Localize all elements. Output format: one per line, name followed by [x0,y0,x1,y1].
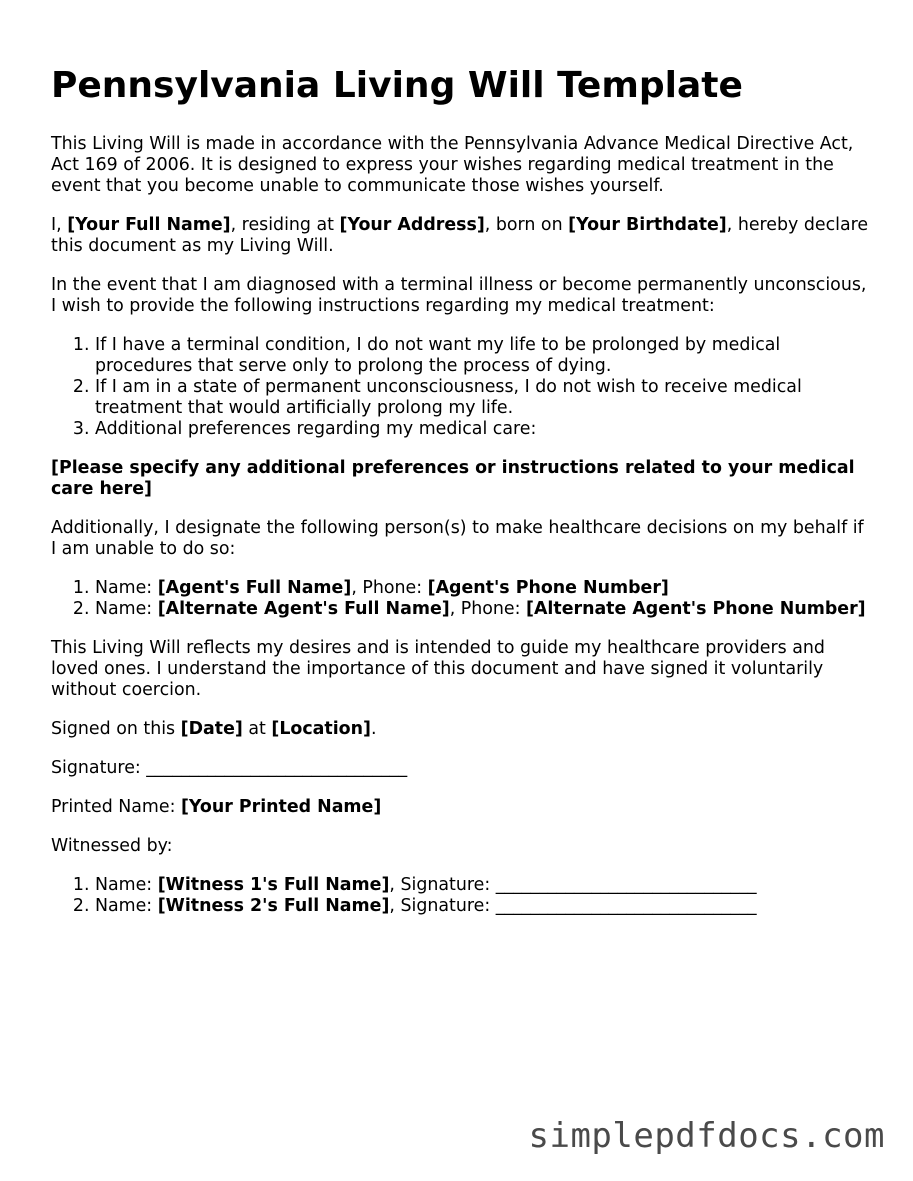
witnessed-by-heading: Witnessed by: [51,836,173,856]
agent-name-label: Name: [95,599,158,619]
printed-name-placeholder: [Your Printed Name] [180,797,382,817]
printed-name-line [51,797,871,818]
witness-signature-blank[interactable]: ______________________________ [495,896,757,916]
document-title: Pennsylvania Living Will Template [51,65,743,106]
footer-watermark: simplepdfdocs.com [528,1116,885,1156]
intro-paragraph: This Living Will is made in accordance with the Pennsylvania Advance Medical Directive Act, Act 169 of 2006. It is designed to express your wishes regarding medical treatment in the event that you become unable to communicate those wishes yourself. [51,134,854,196]
agent-item [95,599,871,620]
signed-text-3: . [370,719,377,739]
additional-preferences-text: [Please specify any additional preferences or instructions related to your medical care here] [51,458,855,499]
conditions-intro-paragraph: In the event that I am diagnosed with a terminal illness or become permanently unconscious, I wish to provide the following instructions regarding my medical treatment: [51,275,867,316]
witness-name-label: Name: [95,875,158,895]
address-placeholder: [Your Address] [339,215,485,235]
instruction-item: 2. If I am in a state of permanent unconsciousness, I do not wish to receive medical treatment that would artificially prolong my life. [95,377,871,419]
agent-name-placeholder: [Alternate Agent's Full Name] [157,599,450,619]
witness-item [95,896,871,917]
agent-item [95,578,871,599]
agent-phone-label: , Phone: [449,599,527,619]
signed-text-1: Signed on this [51,719,181,739]
agent-phone-placeholder: [Agent's Phone Number] [427,578,669,598]
witness-signature-label: , Signature: [389,875,496,895]
location-placeholder: [Location] [271,719,371,739]
instruction-item: 1. If I have a terminal condition, I do not want my life to be prolonged by medical procedures that serve only to prolong the process of dying. [95,335,871,377]
witness-signature-label: , Signature: [389,896,496,916]
witnesses-list [51,875,871,917]
witness-name-placeholder: [Witness 1's Full Name] [157,875,390,895]
witness-name-label: Name: [95,896,158,916]
agent-name-label: Name: [95,578,158,598]
additional-preferences-placeholder [51,458,871,500]
full-name-placeholder: [Your Full Name] [67,215,231,235]
declaration-paragraph [51,215,871,257]
declaration-text-4: , hereby declare this document as my Living Will. [51,215,869,256]
signature-line [51,758,871,779]
agent-name-placeholder: [Agent's Full Name] [157,578,352,598]
signature-label: Signature: [51,758,147,778]
date-placeholder: [Date] [180,719,243,739]
signature-blank[interactable]: ______________________________ [146,758,408,778]
birthdate-placeholder: [Your Birthdate] [568,215,727,235]
signed-line [51,719,871,740]
agent-phone-placeholder: [Alternate Agent's Phone Number] [526,599,866,619]
witness-signature-blank[interactable]: ______________________________ [495,875,757,895]
agent-intro-paragraph: Additionally, I designate the following person(s) to make healthcare decisions on my behalf if I am unable to do so: [51,518,864,559]
agents-list [51,578,871,620]
printed-name-label: Printed Name: [51,797,181,817]
document-page [51,62,871,935]
witness-name-placeholder: [Witness 2's Full Name] [157,896,390,916]
declaration-text-2: , residing at [230,215,340,235]
declaration-text-3: , born on [484,215,569,235]
declaration-text-1: I, [51,215,68,235]
closing-paragraph: This Living Will reflects my desires and is intended to guide my healthcare providers and loved ones. I understand the importance of this document and have signed it voluntarily without coercion. [51,638,825,700]
agent-phone-label: , Phone: [351,578,428,598]
signed-text-2: at [242,719,272,739]
instruction-item: 3. Additional preferences regarding my medical care: [95,419,871,440]
instructions-list [51,335,871,440]
witness-item [95,875,871,896]
